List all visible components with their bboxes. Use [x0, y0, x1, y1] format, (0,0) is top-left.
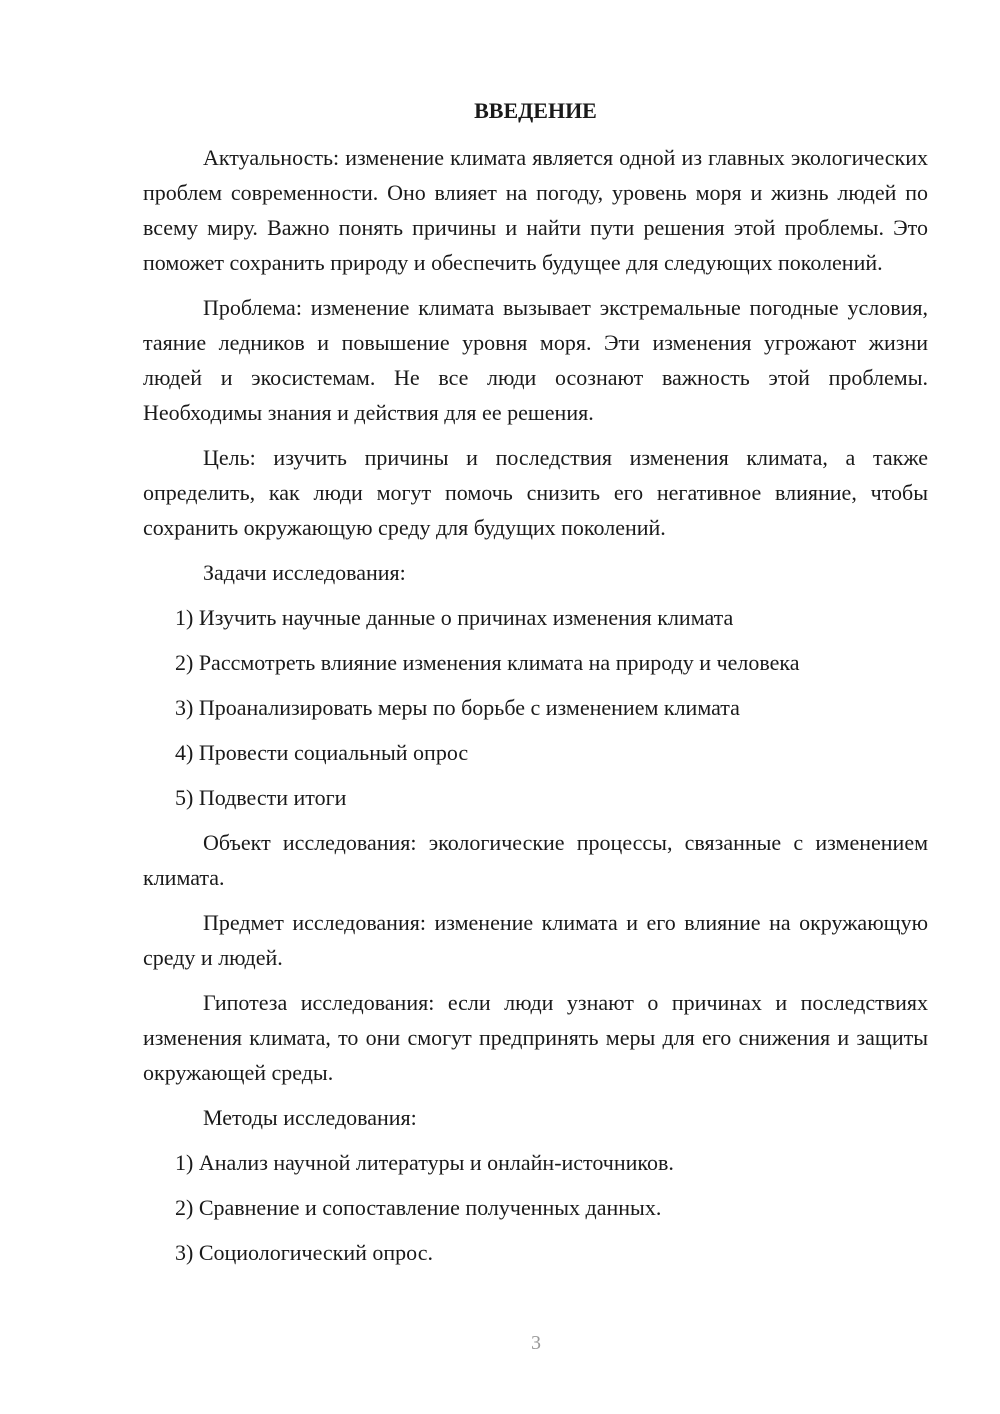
- goal-paragraph: Цель: изучить причины и последствия изменения климата, а также определить, как люди могут помочь снизить его негативное влияние, чтобы сохранить окружающую среду для будущих поколений.: [143, 445, 928, 540]
- method-item-2: 2) Сравнение и сопоставление полученных данных.: [175, 1195, 662, 1220]
- task-item-4: 4) Провести социальный опрос: [175, 740, 469, 765]
- document-page: [143, 96, 928, 1280]
- relevance-paragraph: Актуальность: изменение климата является одной из главных экологических проблем современности. Оно влияет на погоду, уровень моря и жизнь людей по всему миру. Важно понять причины и найти пути решения этой проблемы. Это поможет сохранить природу и обеспечить будущее для следующих поколений.: [143, 145, 928, 275]
- subject-paragraph: Предмет исследования: изменение климата и его влияние на окружающую среду и людей.: [143, 910, 928, 970]
- method-item-1: 1) Анализ научной литературы и онлайн-источников.: [175, 1150, 674, 1175]
- task-item-3: 3) Проанализировать меры по борьбе с изменением климата: [175, 695, 740, 720]
- task-item-5: 5) Подвести итоги: [175, 785, 347, 810]
- page-title: ВВЕДЕНИЕ: [474, 98, 597, 123]
- task-item-2: 2) Рассмотреть влияние изменения климата на природу и человека: [175, 650, 800, 675]
- methods-heading: Методы исследования:: [203, 1105, 417, 1130]
- page-number: 3: [531, 1332, 541, 1354]
- method-item-3: 3) Социологический опрос.: [175, 1240, 433, 1265]
- task-item-1: 1) Изучить научные данные о причинах изменения климата: [175, 605, 734, 630]
- tasks-heading: Задачи исследования:: [203, 560, 406, 585]
- problem-paragraph: Проблема: изменение климата вызывает экстремальные погодные условия, таяние ледников и повышение уровня моря. Эти изменения угрожают жизни людей и экосистемам. Не все люди осознают важность этой проблемы. Необходимы знания и действия для ее решения.: [143, 295, 928, 425]
- object-paragraph: Объект исследования: экологические процессы, связанные с изменением климата.: [143, 830, 928, 890]
- hypothesis-paragraph: Гипотеза исследования: если люди узнают о причинах и последствиях изменения климата, то они смогут предпринять меры для его снижения и защиты окружающей среды.: [143, 990, 928, 1085]
